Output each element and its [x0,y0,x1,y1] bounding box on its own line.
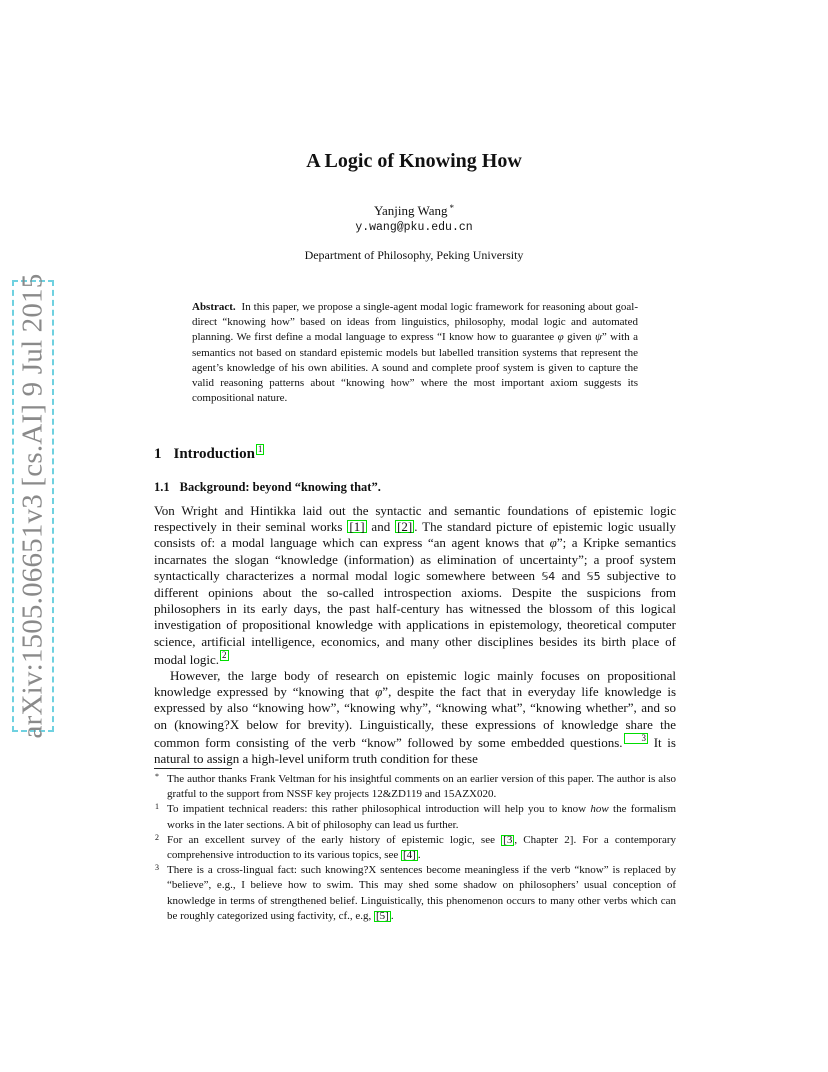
footnote-text: The author thanks Frank Veltman for his insightful comments on an earlier version of this paper. The author is also gratful to the support from NSSF key projects 12&ZD119 and 15AZX020. [167,773,676,801]
paragraph-1 [154,503,676,668]
footnote-3 [154,863,676,924]
footnote-text: There is a cross-lingual fact: such knowing?X sentences become meaningless if the verb “know” is replaced by “believe”, e.g., I believe how to swim. This may shed some shadow on philosophers’ usual conception of knowledge in terms of strengthened belief. Linguistically, this phenomenon occurs to many other verbs which can be roughly categorized using factivity, cf., e.g, [167,864,676,922]
footnote-mark: 3 [155,863,159,873]
abstract [192,300,638,406]
arxiv-stamp[interactable] [12,273,54,739]
text-run: and [555,567,587,583]
abstract-phi: φ [557,331,564,344]
footnote-text: the formalism works in the later sections. A bit of philosophy can lead us further. [167,803,676,831]
author-email[interactable]: y.wang@pku.edu.cn [355,221,473,234]
footnote-text: . [417,849,421,862]
subsection-title: Background: beyond “knowing that”. [179,480,381,494]
citation-1[interactable]: [1] [349,519,365,535]
footnote-text: . [390,909,394,922]
abstract-text-1: In this paper, we propose a single-agent modal logic framework for reasoning about goal-direct “knowing how” based on ideas from linguistics, philosophy, modal logic and automated planning. We first define a modal language to express “I know how to guarantee [192,301,639,344]
footnote-ref-3[interactable]: 3 [624,733,649,744]
text-run: ”, despite the fact that in everyday life knowledge is expressed by also “knowing how”, “knowing why”, “knowing what”, “knowing whether”, and so on (knowing?X below for brevity). Linguistically, these expressions of knowledge share the common form consisting of the verb “know” followed by some embedded questions. [154,684,677,750]
footnote-text: To impatient technical readers: this rather philosophical introduction will help you to know [167,803,591,816]
body-text [154,503,676,767]
footnote-ref-2[interactable]: 2 [222,649,227,660]
footnote-divider [154,768,232,769]
footnote-emphasis: how [590,803,609,816]
abstract-text-2: given [563,331,595,344]
subsection-number: 1.1 [154,480,170,494]
author-name: Yanjing Wang [373,203,448,218]
symbol-phi: φ [375,684,383,700]
text-run: . The standard picture of epistemic logic usually consists of: a modal language which can express “an agent knows that [154,519,676,551]
paper-title: A Logic of Knowing How [306,150,522,172]
author-footnote-mark[interactable]: * [449,203,455,213]
text-run: ”; a Kripke semantics incarnates the slogan “knowledge (information) as elimination of uncertainty”; a proof system syntactically characterizes a normal modal logic somewhere between [154,535,676,583]
symbol-phi: φ [549,535,557,551]
symbol-s5: 𝕊5 [586,569,601,583]
section-heading-introduction [154,444,264,463]
footnote-text: , Chapter 2]. For a contemporary comprehensive introduction to its various topics, see [167,833,677,862]
subsection-heading [154,480,381,495]
citation-2[interactable]: [2] [397,519,413,535]
text-run: However, the large body of research on epistemic logic mainly focuses on propositional knowledge expressed by “knowing that [154,668,676,700]
footnote-mark: 2 [155,832,159,842]
author-line [0,203,828,219]
footnote-2 [154,833,676,863]
author-affiliation: Department of Philosophy, Peking University [304,248,524,262]
text-run: Von Wright and Hintikka laid out the syntactic and semantic foundations of epistemic logic respectively in their seminal works [154,503,676,535]
citation-3[interactable]: [3 [503,833,513,846]
abstract-label: Abstract. [192,301,236,313]
footnote-mark: * [155,772,159,781]
section-title: Introduction [173,446,255,462]
footnote-1 [154,802,676,832]
footnote-star [154,772,676,802]
citation-4[interactable]: [4] [403,849,416,862]
citation-5[interactable]: [5] [376,909,389,922]
arxiv-identifier[interactable]: arXiv:1505.06651v3 [cs.AI] 9 Jul 2015 [16,273,49,739]
symbol-s4: 𝕊4 [541,569,556,583]
abstract-text-3: ” with a semantics not based on standard epistemic models but labelled transition systems that represent the agent’s knowledge of his own abilities. A sound and complete proof system is given to capture the valid reasoning patterns about “knowing how” where the most important axiom suggests its compositional nature. [192,331,638,405]
abstract-psi: ψ [594,331,602,344]
text-run: It is natural to assign a high-level uniform truth condition for these [154,734,676,767]
paragraph-2 [154,668,676,767]
section-number: 1 [154,446,162,462]
footnotes [154,772,676,924]
footnote-ref-1[interactable]: 1 [257,444,263,454]
footnote-text: For an excellent survey of the early history of epistemic logic, see [167,833,502,846]
text-run: subjective to different opinions about the so-called introspection axioms. Despite the suspicions from philosophers in its early days, the past half-century has witnessed the blossom of this logical investigation of propositional knowledge with applications in epistemology, theoretical computer science, artificial intelligence, economics, and many other disciplines besides its birth place of modal logic. [154,567,676,667]
text-run: and [366,519,396,535]
footnote-mark: 1 [155,802,159,812]
